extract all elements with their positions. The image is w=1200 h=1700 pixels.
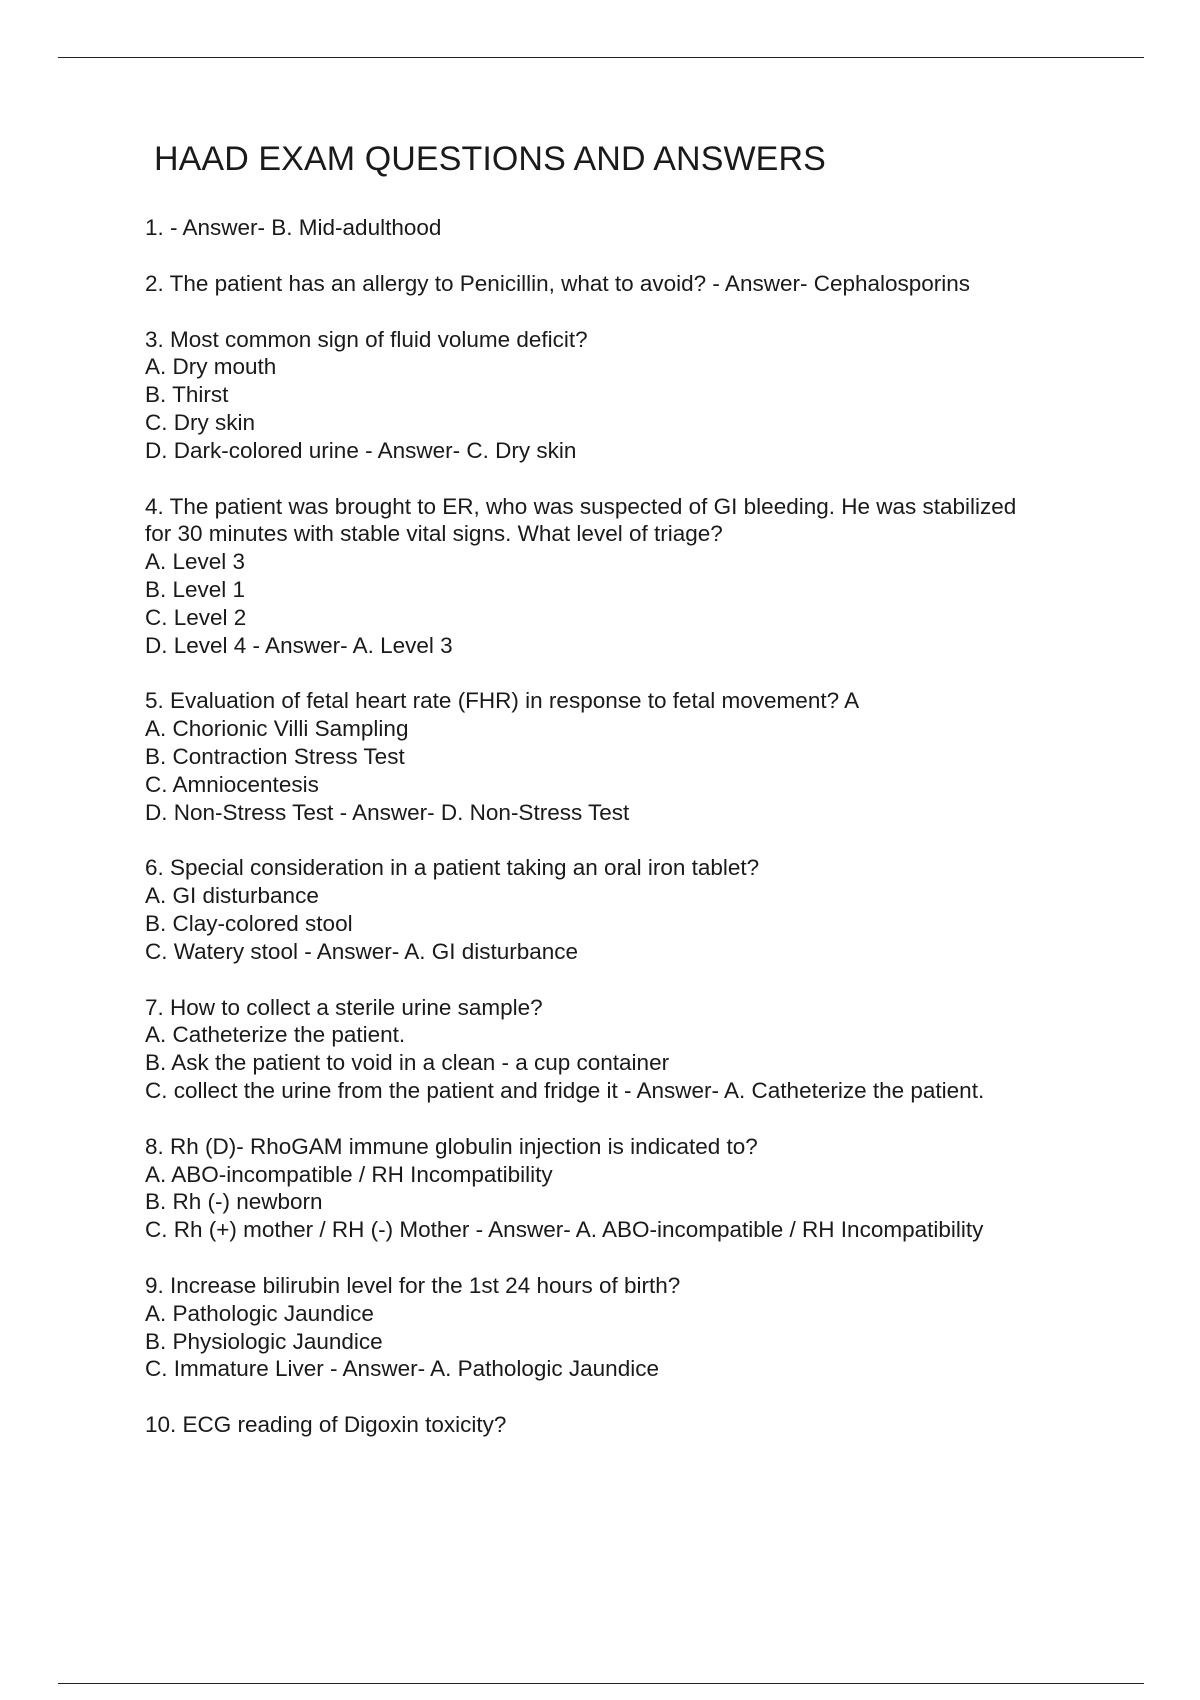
top-divider [58,57,1144,58]
question-item [145,1272,1105,1383]
question-line: A. Level 3 [145,549,246,575]
question-line: C. Amniocentesis [145,771,319,797]
question-item [145,493,1105,660]
question-item [145,214,1105,242]
document-title: HAAD EXAM QUESTIONS AND ANSWERS [154,140,826,178]
question-line: C. Level 2 [145,604,247,630]
question-text: 9. Increase bilirubin level for the 1st 24 hours of birth? [145,1272,681,1298]
question-line: D. Dark-colored urine - Answer- C. Dry skin [145,437,577,463]
question-line: B. Clay-colored stool [145,910,353,936]
question-line: A. Catheterize the patient. [145,1022,406,1048]
question-line: B. Rh (-) newborn [145,1189,323,1215]
question-item [145,326,1105,465]
question-text: 1. - Answer- B. Mid-adulthood [145,215,442,240]
question-text: 7. How to collect a sterile urine sample? [145,994,543,1020]
question-item [145,1411,1105,1439]
question-line: C. Dry skin [145,409,256,435]
question-text: 4. The patient was brought to ER, who was suspected of GI bleeding. He was stabilized [145,493,1017,519]
question-text: 6. Special consideration in a patient taking an oral iron tablet? [145,855,760,881]
question-text: 8. Rh (D)- RhoGAM immune globulin injection is indicated to? [145,1133,758,1159]
question-line: C. Immature Liver - Answer- A. Pathologic Jaundice [145,1356,659,1382]
question-text: 5. Evaluation of fetal heart rate (FHR) in response to fetal movement? A [145,688,860,714]
bottom-divider [58,1683,1144,1684]
question-line: A. Dry mouth [145,354,277,380]
question-text: 3. Most common sign of fluid volume deficit? [145,326,588,352]
question-item [145,854,1105,965]
question-line: B. Thirst [145,382,229,408]
question-line: for 30 minutes with stable vital signs. What level of triage? [145,521,723,547]
question-text: 2. The patient has an allergy to Penicillin, what to avoid? - Answer- Cephalosporins [145,270,971,296]
question-line: D. Level 4 - Answer- A. Level 3 [145,632,453,658]
question-line: A. Chorionic Villi Sampling [145,716,409,742]
question-line: B. Ask the patient to void in a clean - a cup container [145,1050,670,1076]
question-line: A. ABO-incompatible / RH Incompatibility [145,1161,553,1187]
question-list [145,214,1105,1467]
question-item [145,994,1105,1105]
question-line: D. Non-Stress Test - Answer- D. Non-Stress Test [145,799,630,825]
question-line: C. Rh (+) mother / RH (-) Mother - Answer- A. ABO-incompatible / RH Incompatibility [145,1217,984,1243]
question-item [145,687,1105,826]
question-line: B. Contraction Stress Test [145,743,405,769]
question-line: B. Physiologic Jaundice [145,1328,383,1354]
question-item [145,1133,1105,1244]
question-line: C. collect the urine from the patient and fridge it - Answer- A. Catheterize the patient. [145,1077,985,1103]
question-item [145,270,1105,298]
question-line: A. Pathologic Jaundice [145,1300,374,1326]
question-line: B. Level 1 [145,576,246,602]
question-line: A. GI disturbance [145,883,319,909]
question-text: 10. ECG reading of Digoxin toxicity? [145,1412,507,1438]
question-line: C. Watery stool - Answer- A. GI disturbance [145,938,579,964]
